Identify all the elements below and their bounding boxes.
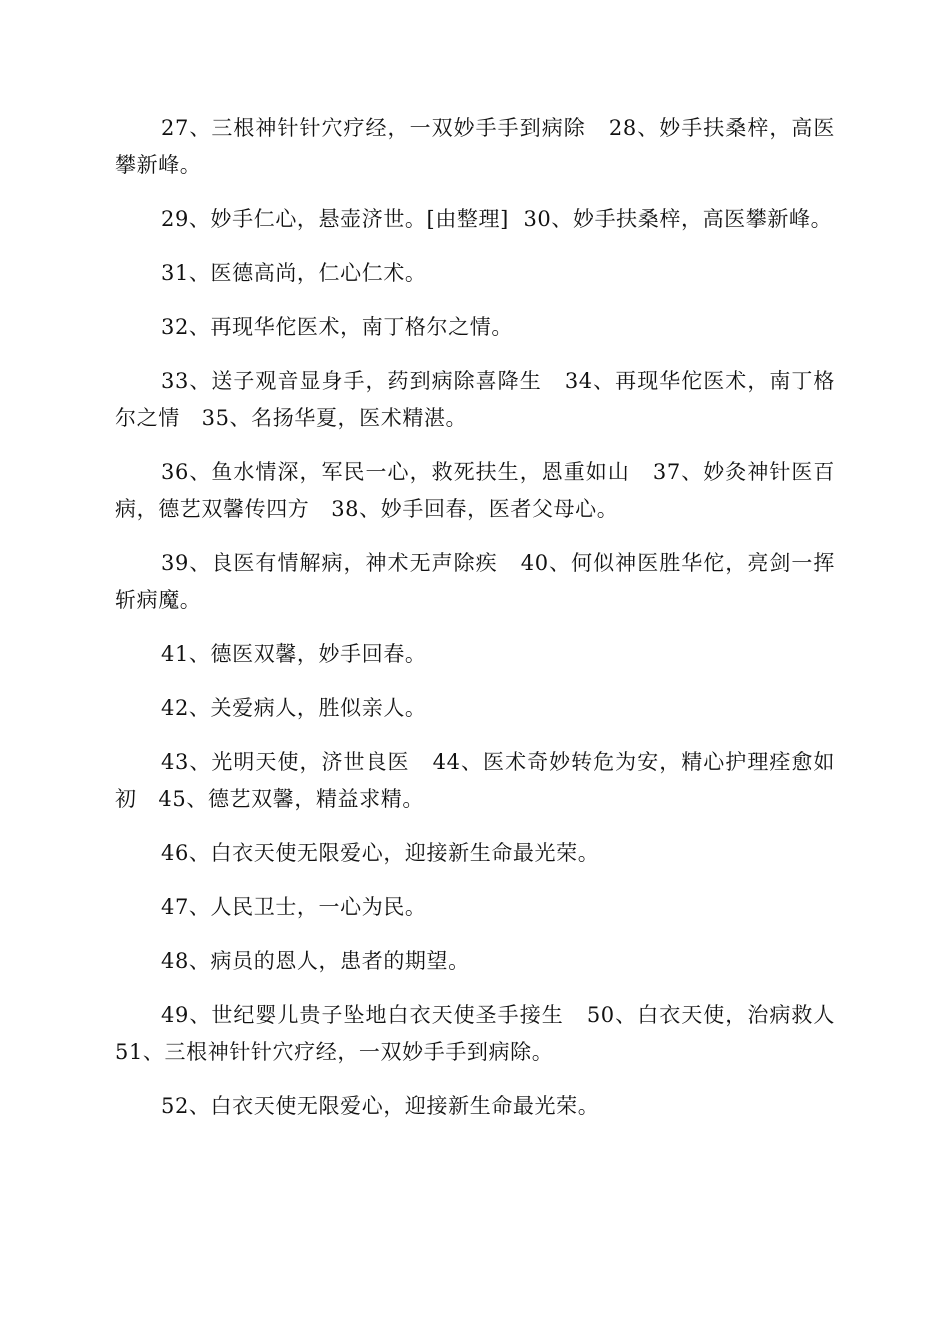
paragraph-29-30: 29、妙手仁心，悬壶济世。[由整理] 30、妙手扶桑梓，高医攀新峰。 xyxy=(161,207,833,231)
paragraph-43-45: 43、光明天使，济世良医 44、医术奇妙转危为安，精心护理痊愈如初 45、德艺双馨，精益求精。 xyxy=(115,750,835,811)
paragraph-36-38: 36、鱼水情深，军民一心，救死扶生，恩重如山 37、妙灸神针医百病，德艺双馨传四方 38、妙手回春，医者父母心。 xyxy=(115,460,835,521)
paragraph-31: 31、医德高尚，仁心仁术。 xyxy=(161,261,427,285)
paragraph-47: 47、人民卫士，一心为民。 xyxy=(161,895,427,919)
paragraph-39-40: 39、良医有情解病，神术无声除疾 40、何似神医胜华佗，亮剑一挥斩病魔。 xyxy=(115,551,835,612)
paragraph-52: 52、白衣天使无限爱心，迎接新生命最光荣。 xyxy=(161,1094,600,1118)
document-body xyxy=(115,110,843,1142)
paragraph-27-28: 27、三根神针针穴疗经，一双妙手手到病除 28、妙手扶桑梓，高医攀新峰。 xyxy=(115,116,835,177)
paragraph-49-51: 49、世纪婴儿贵子坠地白衣天使圣手接生 50、白衣天使，治病救人 51、三根神针针穴疗经，一双妙手手到病除。 xyxy=(115,1003,843,1064)
paragraph-32: 32、再现华佗医术，南丁格尔之情。 xyxy=(161,315,513,339)
paragraph-42: 42、关爱病人，胜似亲人。 xyxy=(161,696,427,720)
paragraph-33-35: 33、送子观音显身手，药到病除喜降生 34、再现华佗医术，南丁格尔之情 35、名扬华夏，医术精湛。 xyxy=(115,369,835,430)
paragraph-41: 41、德医双馨，妙手回春。 xyxy=(161,642,427,666)
paragraph-46: 46、白衣天使无限爱心，迎接新生命最光荣。 xyxy=(161,841,600,865)
paragraph-48: 48、病员的恩人，患者的期望。 xyxy=(161,949,470,973)
